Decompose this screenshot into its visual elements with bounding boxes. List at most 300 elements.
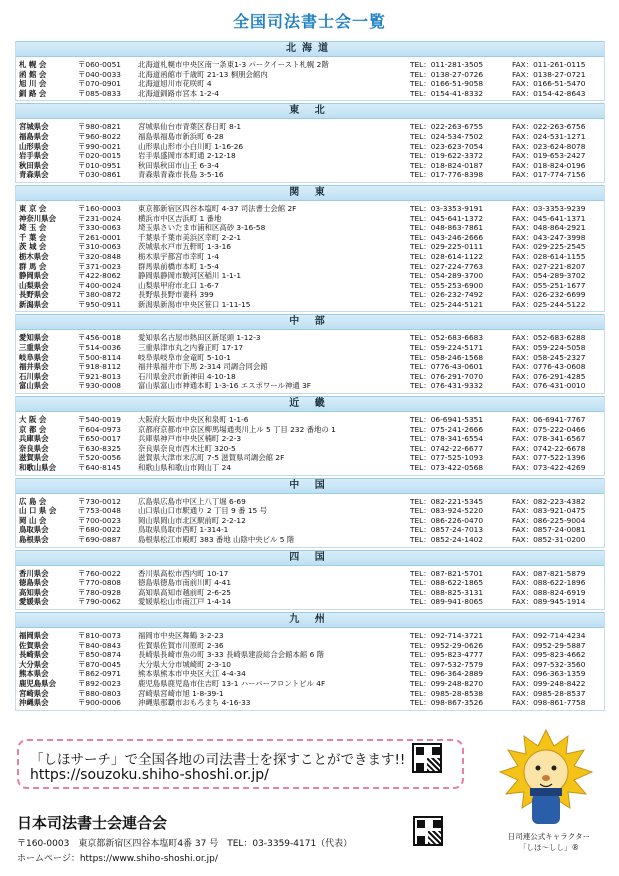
fax-number: FAX：099-248-8422 <box>512 678 586 688</box>
postal-code: 〒930-0008 <box>78 381 121 391</box>
table-row <box>16 132 604 142</box>
table-row <box>16 660 604 670</box>
postal-code: 〒753-0048 <box>78 506 121 516</box>
tel-number: TEL：018-824-0187 <box>410 160 484 170</box>
tel-number: TEL：027-224-7763 <box>410 261 484 271</box>
postal-code: 〒690-0887 <box>78 534 121 544</box>
table-row <box>16 242 604 252</box>
postal-code: 〒330-0063 <box>78 223 121 233</box>
postal-code: 〒921-8013 <box>78 371 121 381</box>
association-name: 青森県会 <box>19 170 49 180</box>
postal-code: 〒540-0019 <box>78 415 121 425</box>
address: 山梨県甲府市北口 1-6-7 <box>138 280 219 290</box>
address: 岐阜県岐阜市金竜町 5-10-1 <box>138 352 232 362</box>
search-banner-text: 「しほサーチ」で全国各地の司法書士を探すことができます!! <box>30 752 406 768</box>
region-section <box>15 612 605 711</box>
search-banner <box>17 739 464 789</box>
fax-number: FAX：045-641-1371 <box>512 213 586 223</box>
region-header: 関 東 <box>16 185 604 201</box>
address: 鳥取県鳥取市西町 1-314-1 <box>138 525 229 535</box>
region-header: 中 国 <box>16 478 604 494</box>
fax-number: FAX：0166-51-5470 <box>512 79 586 89</box>
postal-code: 〒380-0872 <box>78 290 121 300</box>
association-name: 釧 路 会 <box>19 88 47 98</box>
association-name: 徳島県会 <box>19 578 49 588</box>
association-name: 香川県会 <box>19 568 49 578</box>
tel-number: TEL：052-683-6683 <box>410 333 484 343</box>
tel-number: TEL：059-224-5171 <box>410 343 484 353</box>
tel-number: TEL：089-941-8065 <box>410 597 484 607</box>
tel-number: TEL：023-623-7054 <box>410 141 484 151</box>
region-list <box>15 41 605 713</box>
organization-address: 〒160-0003 東京都新宿区四谷本塩町4番 37 号 TEL：03-3359-4171（代表） <box>17 839 353 849</box>
tel-number: TEL：0857-24-7013 <box>410 525 484 535</box>
table-row <box>16 142 604 152</box>
association-name: 福島県会 <box>19 131 49 141</box>
fax-number: FAX：054-289-3702 <box>512 271 586 281</box>
postal-code: 〒514-0036 <box>78 343 121 353</box>
address: 茨城県水戸市五軒町 1-3-16 <box>138 242 232 252</box>
postal-code: 〒960-8022 <box>78 131 121 141</box>
fax-number: FAX：076-291-4285 <box>512 371 586 381</box>
association-name: 旭 川 会 <box>19 79 47 89</box>
tel-number: TEL：087-821-5701 <box>410 568 484 578</box>
table-row <box>16 381 604 391</box>
association-name: 和歌山県会 <box>19 463 56 472</box>
address: 宮城県仙台市青葉区春日町 8-1 <box>138 122 242 132</box>
address: 秋田県秋田市山王 6-3-4 <box>138 160 219 170</box>
table-row <box>16 122 604 132</box>
address: 宮崎県宮崎市旭 1-8-39-1 <box>138 688 224 698</box>
table-row <box>16 444 604 454</box>
table-row <box>16 669 604 679</box>
tel-number: TEL：075-241-2666 <box>410 424 484 434</box>
address: 滋賀県大津市末広町 7-5 滋賀県司調会館 2F <box>138 453 285 463</box>
table-row <box>16 425 604 435</box>
address: 山口県山口市駅通り 2 丁目 9 番 15 号 <box>138 506 267 516</box>
tel-number: TEL：077-525-1093 <box>410 453 484 463</box>
association-name: 札 幌 会 <box>19 60 47 69</box>
table-row <box>16 204 604 214</box>
fax-number: FAX：025-244-5122 <box>512 299 586 309</box>
table-row <box>16 650 604 660</box>
table-row <box>16 262 604 272</box>
fax-number: FAX：055-251-1677 <box>512 280 586 290</box>
tel-number: TEL：054-289-3700 <box>410 271 484 281</box>
address: 三重県津市丸之内養正町 17-17 <box>138 343 244 353</box>
tel-number: TEL：0985-28-8538 <box>410 688 484 698</box>
association-name: 東 京 会 <box>19 203 47 213</box>
association-name: 新潟県会 <box>19 299 49 309</box>
fax-number: FAX：083-921-0475 <box>512 506 586 516</box>
postal-code: 〒371-0023 <box>78 261 121 271</box>
tel-number: TEL：0166-51-9058 <box>410 79 484 89</box>
tel-number: TEL：048-863-7861 <box>410 223 484 233</box>
postal-code: 〒400-0024 <box>78 280 121 290</box>
association-name: 広 島 会 <box>19 496 47 506</box>
table-row <box>16 434 604 444</box>
postal-code: 〒456-0018 <box>78 333 121 343</box>
tel-number: TEL：045-641-1372 <box>410 213 484 223</box>
table-row <box>16 214 604 224</box>
association-name: 奈良県会 <box>19 443 49 453</box>
region-section <box>15 41 605 101</box>
address: 佐賀県佐賀市川原町 2-36 <box>138 640 224 650</box>
table-row <box>16 233 604 243</box>
postal-code: 〒870-0045 <box>78 659 121 669</box>
tel-number: TEL：03-3353-9191 <box>410 203 484 213</box>
postal-code: 〒790-0062 <box>78 597 121 607</box>
fax-number: FAX：026-232-6699 <box>512 290 586 300</box>
table-row <box>16 453 604 463</box>
fax-number: FAX：052-683-6288 <box>512 333 586 343</box>
association-name: 長崎県会 <box>19 650 49 660</box>
table-row <box>16 79 604 89</box>
postal-code: 〒040-0033 <box>78 69 121 79</box>
fax-number: FAX：028-614-1155 <box>512 251 586 261</box>
fax-number: FAX：082-223-4382 <box>512 496 586 506</box>
association-name: 山形県会 <box>19 141 49 151</box>
tel-number: TEL：088-825-3131 <box>410 587 484 597</box>
tel-number: TEL：022-263-6755 <box>410 122 484 132</box>
address: 北海道札幌市中央区南一条東1-3 パークイースト札幌 2階 <box>138 60 329 69</box>
fax-number: FAX：0852-31-0200 <box>512 534 586 544</box>
association-name: 宮崎県会 <box>19 688 49 698</box>
association-name: 滋賀県会 <box>19 453 49 463</box>
tel-number: TEL：0776-43-0601 <box>410 362 484 372</box>
postal-code: 〒892-0023 <box>78 678 121 688</box>
fax-number: FAX：087-821-5879 <box>512 568 586 578</box>
table-row <box>16 631 604 641</box>
fax-number: FAX：018-824-0196 <box>512 160 586 170</box>
tel-number: TEL：096-364-2889 <box>410 669 484 679</box>
tel-number: TEL：026-232-7492 <box>410 290 484 300</box>
table-row <box>16 60 604 70</box>
region-header: 東 北 <box>16 103 604 119</box>
postal-code: 〒780-0928 <box>78 587 121 597</box>
tel-number: TEL：019-622-3372 <box>410 151 484 161</box>
fax-number: FAX：073-422-4269 <box>512 463 586 472</box>
fax-number: FAX：0857-24-0081 <box>512 525 586 535</box>
fax-number: FAX：017-774-7156 <box>512 170 586 180</box>
fax-number: FAX：089-945-1914 <box>512 597 586 607</box>
address: 山形県山形市小白川町 1-16-26 <box>138 141 244 151</box>
postal-code: 〒650-0017 <box>78 434 121 444</box>
address: 奈良県奈良市西木辻町 320-5 <box>138 443 236 453</box>
table-row <box>16 89 604 99</box>
address: 北海道釧路市宮本 1-2-4 <box>138 88 219 98</box>
tel-number: TEL：0742-22-6677 <box>410 443 484 453</box>
tel-number: TEL：0138-27-0726 <box>410 69 484 79</box>
address: 長野県長野市妻科 399 <box>138 290 214 300</box>
postal-code: 〒604-0973 <box>78 424 121 434</box>
fax-number: FAX：019-653-2427 <box>512 151 586 161</box>
association-name: 鹿児島県会 <box>19 678 56 688</box>
table-row <box>16 300 604 310</box>
table-row <box>16 333 604 343</box>
address: 群馬県前橋市本町 1-5-4 <box>138 261 219 271</box>
tel-number: TEL：0952-29-0626 <box>410 640 484 650</box>
table-row <box>16 290 604 300</box>
fax-number: FAX：0154-42-8643 <box>512 88 586 98</box>
address: 北海道函館市千歳町 21-13 桐朋会館内 <box>138 69 268 79</box>
table-row <box>16 252 604 262</box>
fax-number: FAX：075-222-0466 <box>512 424 586 434</box>
table-row <box>16 525 604 535</box>
region-header: 九 州 <box>16 612 604 628</box>
fax-number: FAX：043-247-3998 <box>512 232 586 242</box>
address: 熊本県熊本市中央区大江 4-4-34 <box>138 669 246 679</box>
table-row <box>16 170 604 180</box>
tel-number: TEL：06-6941-5351 <box>410 415 484 425</box>
address: 島根県松江市殿町 383 番地 山陰中央ビル 5 階 <box>138 534 295 544</box>
postal-code: 〒700-0023 <box>78 515 121 525</box>
tel-number: TEL：025-244-5121 <box>410 299 484 309</box>
association-name: 岩手県会 <box>19 151 49 161</box>
postal-code: 〒880-0803 <box>78 688 121 698</box>
table-row <box>16 271 604 281</box>
address: 沖縄県那覇市おもろまち 4-16-33 <box>138 698 251 708</box>
address: 鹿児島県鹿児島市住吉町 13-1 ハーバーフロントビル 4F <box>138 678 326 688</box>
fax-number: FAX：077-522-1396 <box>512 453 586 463</box>
table-row <box>16 597 604 607</box>
association-name: 兵庫県会 <box>19 434 49 444</box>
tel-number: TEL：043-246-2666 <box>410 232 484 242</box>
association-name: 岡 山 会 <box>19 515 47 525</box>
table-row <box>16 415 604 425</box>
address: 青森県青森市長島 3-5-16 <box>138 170 224 180</box>
tel-number: TEL：017-776-8398 <box>410 170 484 180</box>
fax-number: FAX：029-225-2545 <box>512 242 586 252</box>
homepage-link[interactable]: ホームページ：https://www.shiho-shoshi.or.jp/ <box>17 854 218 864</box>
table-row <box>16 372 604 382</box>
tel-number: TEL：099-248-8270 <box>410 678 484 688</box>
fax-number: FAX：078-341-6567 <box>512 434 586 444</box>
association-name: 愛媛県会 <box>19 597 49 607</box>
fax-number: FAX：088-824-6919 <box>512 587 586 597</box>
postal-code: 〒840-0843 <box>78 640 121 650</box>
fax-number: FAX：058-245-2327 <box>512 352 586 362</box>
address: 富山県富山市神通本町 1-3-16 エスポワール神通 3F <box>138 381 312 391</box>
association-name: 大分県会 <box>19 659 49 669</box>
association-name: 熊本県会 <box>19 669 49 679</box>
table-row <box>16 343 604 353</box>
address: 福井県福井市下馬 2-314 司調合同会館 <box>138 362 268 372</box>
fax-number: FAX：086-225-9004 <box>512 515 586 525</box>
postal-code: 〒010-0951 <box>78 160 121 170</box>
association-name: 島根県会 <box>19 534 49 544</box>
fax-number: FAX：095-823-4662 <box>512 650 586 660</box>
association-name: 群 馬 会 <box>19 261 47 271</box>
fax-number: FAX：059-224-5058 <box>512 343 586 353</box>
association-name: 静岡県会 <box>19 271 49 281</box>
address: 東京都新宿区四谷本塩町 4-37 司法書士会館 2F <box>138 203 297 213</box>
tel-number: TEL：098-867-3526 <box>410 698 484 708</box>
address: 静岡県静岡市駿河区稲川 1-1-1 <box>138 271 242 281</box>
region-header: 中 部 <box>16 314 604 330</box>
region-header: 四 国 <box>16 550 604 566</box>
postal-code: 〒500-8114 <box>78 352 121 362</box>
postal-code: 〒810-0073 <box>78 630 121 640</box>
table-row <box>16 70 604 80</box>
page-title: 全国司法書士会一覧 <box>232 12 386 31</box>
postal-code: 〒320-0848 <box>78 251 121 261</box>
postal-code: 〒730-0012 <box>78 496 121 506</box>
address: 高知県高知市越前町 2-6-25 <box>138 587 232 597</box>
postal-code: 〒980-0821 <box>78 122 121 132</box>
postal-code: 〒310-0063 <box>78 242 121 252</box>
fax-number: FAX：024-531-1271 <box>512 131 586 141</box>
table-row <box>16 506 604 516</box>
table-row <box>16 161 604 171</box>
postal-code: 〒020-0015 <box>78 151 121 161</box>
association-name: 函 館 会 <box>19 69 47 79</box>
fax-number: FAX：098-861-7758 <box>512 698 586 708</box>
tel-number: TEL：076-291-7070 <box>410 371 484 381</box>
postal-code: 〒030-0861 <box>78 170 121 180</box>
table-row <box>16 698 604 708</box>
tel-number: TEL：097-532-7579 <box>410 659 484 669</box>
tel-number: TEL：073-422-0568 <box>410 463 484 472</box>
mascot-name: 「しほ～しし」® <box>519 843 579 852</box>
table-row <box>16 463 604 473</box>
table-row <box>16 588 604 598</box>
fax-number: FAX：076-431-0010 <box>512 381 586 391</box>
table-row <box>16 679 604 689</box>
region-section <box>15 550 605 610</box>
fax-number: FAX：0138-27-0721 <box>512 69 586 79</box>
region-header: 近 畿 <box>16 396 604 412</box>
fax-number: FAX：097-532-3560 <box>512 659 586 669</box>
address: 兵庫県神戸市中央区楠町 2-2-3 <box>138 434 242 444</box>
fax-number: FAX：048-864-2921 <box>512 223 586 233</box>
address: 広島県広島市中区上八丁堀 6-69 <box>138 496 246 506</box>
address: 埼玉県さいたま市浦和区高砂 3-16-58 <box>138 223 266 233</box>
postal-code: 〒070-0901 <box>78 79 121 89</box>
association-name: 宮城県会 <box>19 122 49 132</box>
region-section <box>15 314 605 394</box>
fax-number: FAX：03-3353-9239 <box>512 203 586 213</box>
address: 愛媛県松山市南江戸 1-4-14 <box>138 597 232 607</box>
postal-code: 〒850-0874 <box>78 650 121 660</box>
address: 栃木県宇都宮市幸町 1-4 <box>138 251 219 261</box>
postal-code: 〒770-0808 <box>78 578 121 588</box>
address: 香川県高松市西内町 10-17 <box>138 568 229 578</box>
address: 福岡市中央区舞鶴 3-2-23 <box>138 630 224 640</box>
association-name: 福井県会 <box>19 362 49 372</box>
address: 和歌山県和歌山市岡山丁 24 <box>138 463 232 472</box>
fax-number: FAX：023-624-8078 <box>512 141 586 151</box>
association-name: 愛知県会 <box>19 333 49 343</box>
postal-code: 〒862-0971 <box>78 669 121 679</box>
address: 大阪府大阪市中央区和泉町 1-1-6 <box>138 415 249 425</box>
association-name: 三重県会 <box>19 343 49 353</box>
association-name: 富山県会 <box>19 381 49 391</box>
fax-number: FAX：0776-43-0608 <box>512 362 586 372</box>
tel-number: TEL：024-534-7502 <box>410 131 484 141</box>
association-name: 埼 玉 会 <box>19 223 47 233</box>
postal-code: 〒630-8325 <box>78 443 121 453</box>
table-row <box>16 223 604 233</box>
tel-number: TEL：011-281-3505 <box>410 60 484 69</box>
table-row <box>16 535 604 545</box>
address: 京都府京都市中京区柳馬場通夷川上ル 5 丁目 232 番地の 1 <box>138 424 336 434</box>
mascot-lion-icon <box>496 728 596 830</box>
region-section <box>15 103 605 183</box>
postal-code: 〒520-0056 <box>78 453 121 463</box>
tel-number: TEL：083-924-5220 <box>410 506 484 516</box>
tel-number: TEL：088-622-1865 <box>410 578 484 588</box>
region-section <box>15 478 605 548</box>
address: 徳島県徳島市南前川町 4-41 <box>138 578 232 588</box>
qr-code-icon <box>412 743 442 773</box>
postal-code: 〒261-0001 <box>78 232 121 242</box>
table-row <box>16 497 604 507</box>
table-row <box>16 516 604 526</box>
tel-number: TEL：058-246-1568 <box>410 352 484 362</box>
mascot-caption: 日司連公式キャラクター <box>507 832 591 841</box>
association-name: 山梨県会 <box>19 280 49 290</box>
organization-name: 日本司法書士会連合会 <box>17 814 168 832</box>
address: 新潟県新潟市中央区笹口 1-11-15 <box>138 299 251 309</box>
association-name: 栃木県会 <box>19 251 49 261</box>
association-name: 長野県会 <box>19 290 49 300</box>
association-name: 京 都 会 <box>19 424 47 434</box>
table-row <box>16 641 604 651</box>
association-name: 秋田県会 <box>19 160 49 170</box>
tel-number: TEL：076-431-9332 <box>410 381 484 391</box>
tel-number: TEL：028-614-1122 <box>410 251 484 261</box>
tel-number: TEL：029-225-0111 <box>410 242 484 252</box>
tel-number: TEL：0852-24-1402 <box>410 534 484 544</box>
address: 岡山県岡山市北区駅前町 2-2-12 <box>138 515 246 525</box>
association-name: 岐阜県会 <box>19 352 49 362</box>
association-name: 石川県会 <box>19 371 49 381</box>
postal-code: 〒640-8145 <box>78 463 121 472</box>
fax-number: FAX：022-263-6756 <box>512 122 586 132</box>
postal-code: 〒900-0006 <box>78 698 121 708</box>
table-row <box>16 362 604 372</box>
fax-number: FAX：0952-29-5887 <box>512 640 586 650</box>
address: 長崎県長崎市魚の町 3-33 長崎県建設総合会館本館 6 階 <box>138 650 325 660</box>
fax-number: FAX：011-261-0115 <box>512 60 586 69</box>
association-name: 佐賀県会 <box>19 640 49 650</box>
address: 石川県金沢市新神田 4-10-18 <box>138 371 236 381</box>
search-url-link[interactable]: https://souzoku.shiho-shoshi.or.jp/ <box>30 767 269 783</box>
postal-code: 〒950-0911 <box>78 299 121 309</box>
table-row <box>16 151 604 161</box>
address: 愛知県名古屋市熱田区新尾頭 1-12-3 <box>138 333 261 343</box>
address: 千葉県千葉市美浜区幸町 2-2-1 <box>138 232 242 242</box>
tel-number: TEL：092-714-3721 <box>410 630 484 640</box>
address: 岩手県盛岡市本町通 2-12-18 <box>138 151 236 161</box>
postal-code: 〒160-0003 <box>78 203 121 213</box>
association-name: 鳥取県会 <box>19 525 49 535</box>
association-name: 福岡県会 <box>19 630 49 640</box>
tel-number: TEL：095-823-4777 <box>410 650 484 660</box>
qr-code-icon <box>413 816 443 846</box>
address: 大分県大分市城崎町 2-3-10 <box>138 659 232 669</box>
address: 福島県福島市新浜町 6-28 <box>138 131 224 141</box>
table-row <box>16 578 604 588</box>
association-name: 神奈川県会 <box>19 213 56 223</box>
postal-code: 〒231-0024 <box>78 213 121 223</box>
association-name: 高知県会 <box>19 587 49 597</box>
region-header: 北海道 <box>16 41 604 57</box>
fax-number: FAX：088-622-1896 <box>512 578 586 588</box>
fax-number: FAX：092-714-4234 <box>512 630 586 640</box>
table-row <box>16 353 604 363</box>
